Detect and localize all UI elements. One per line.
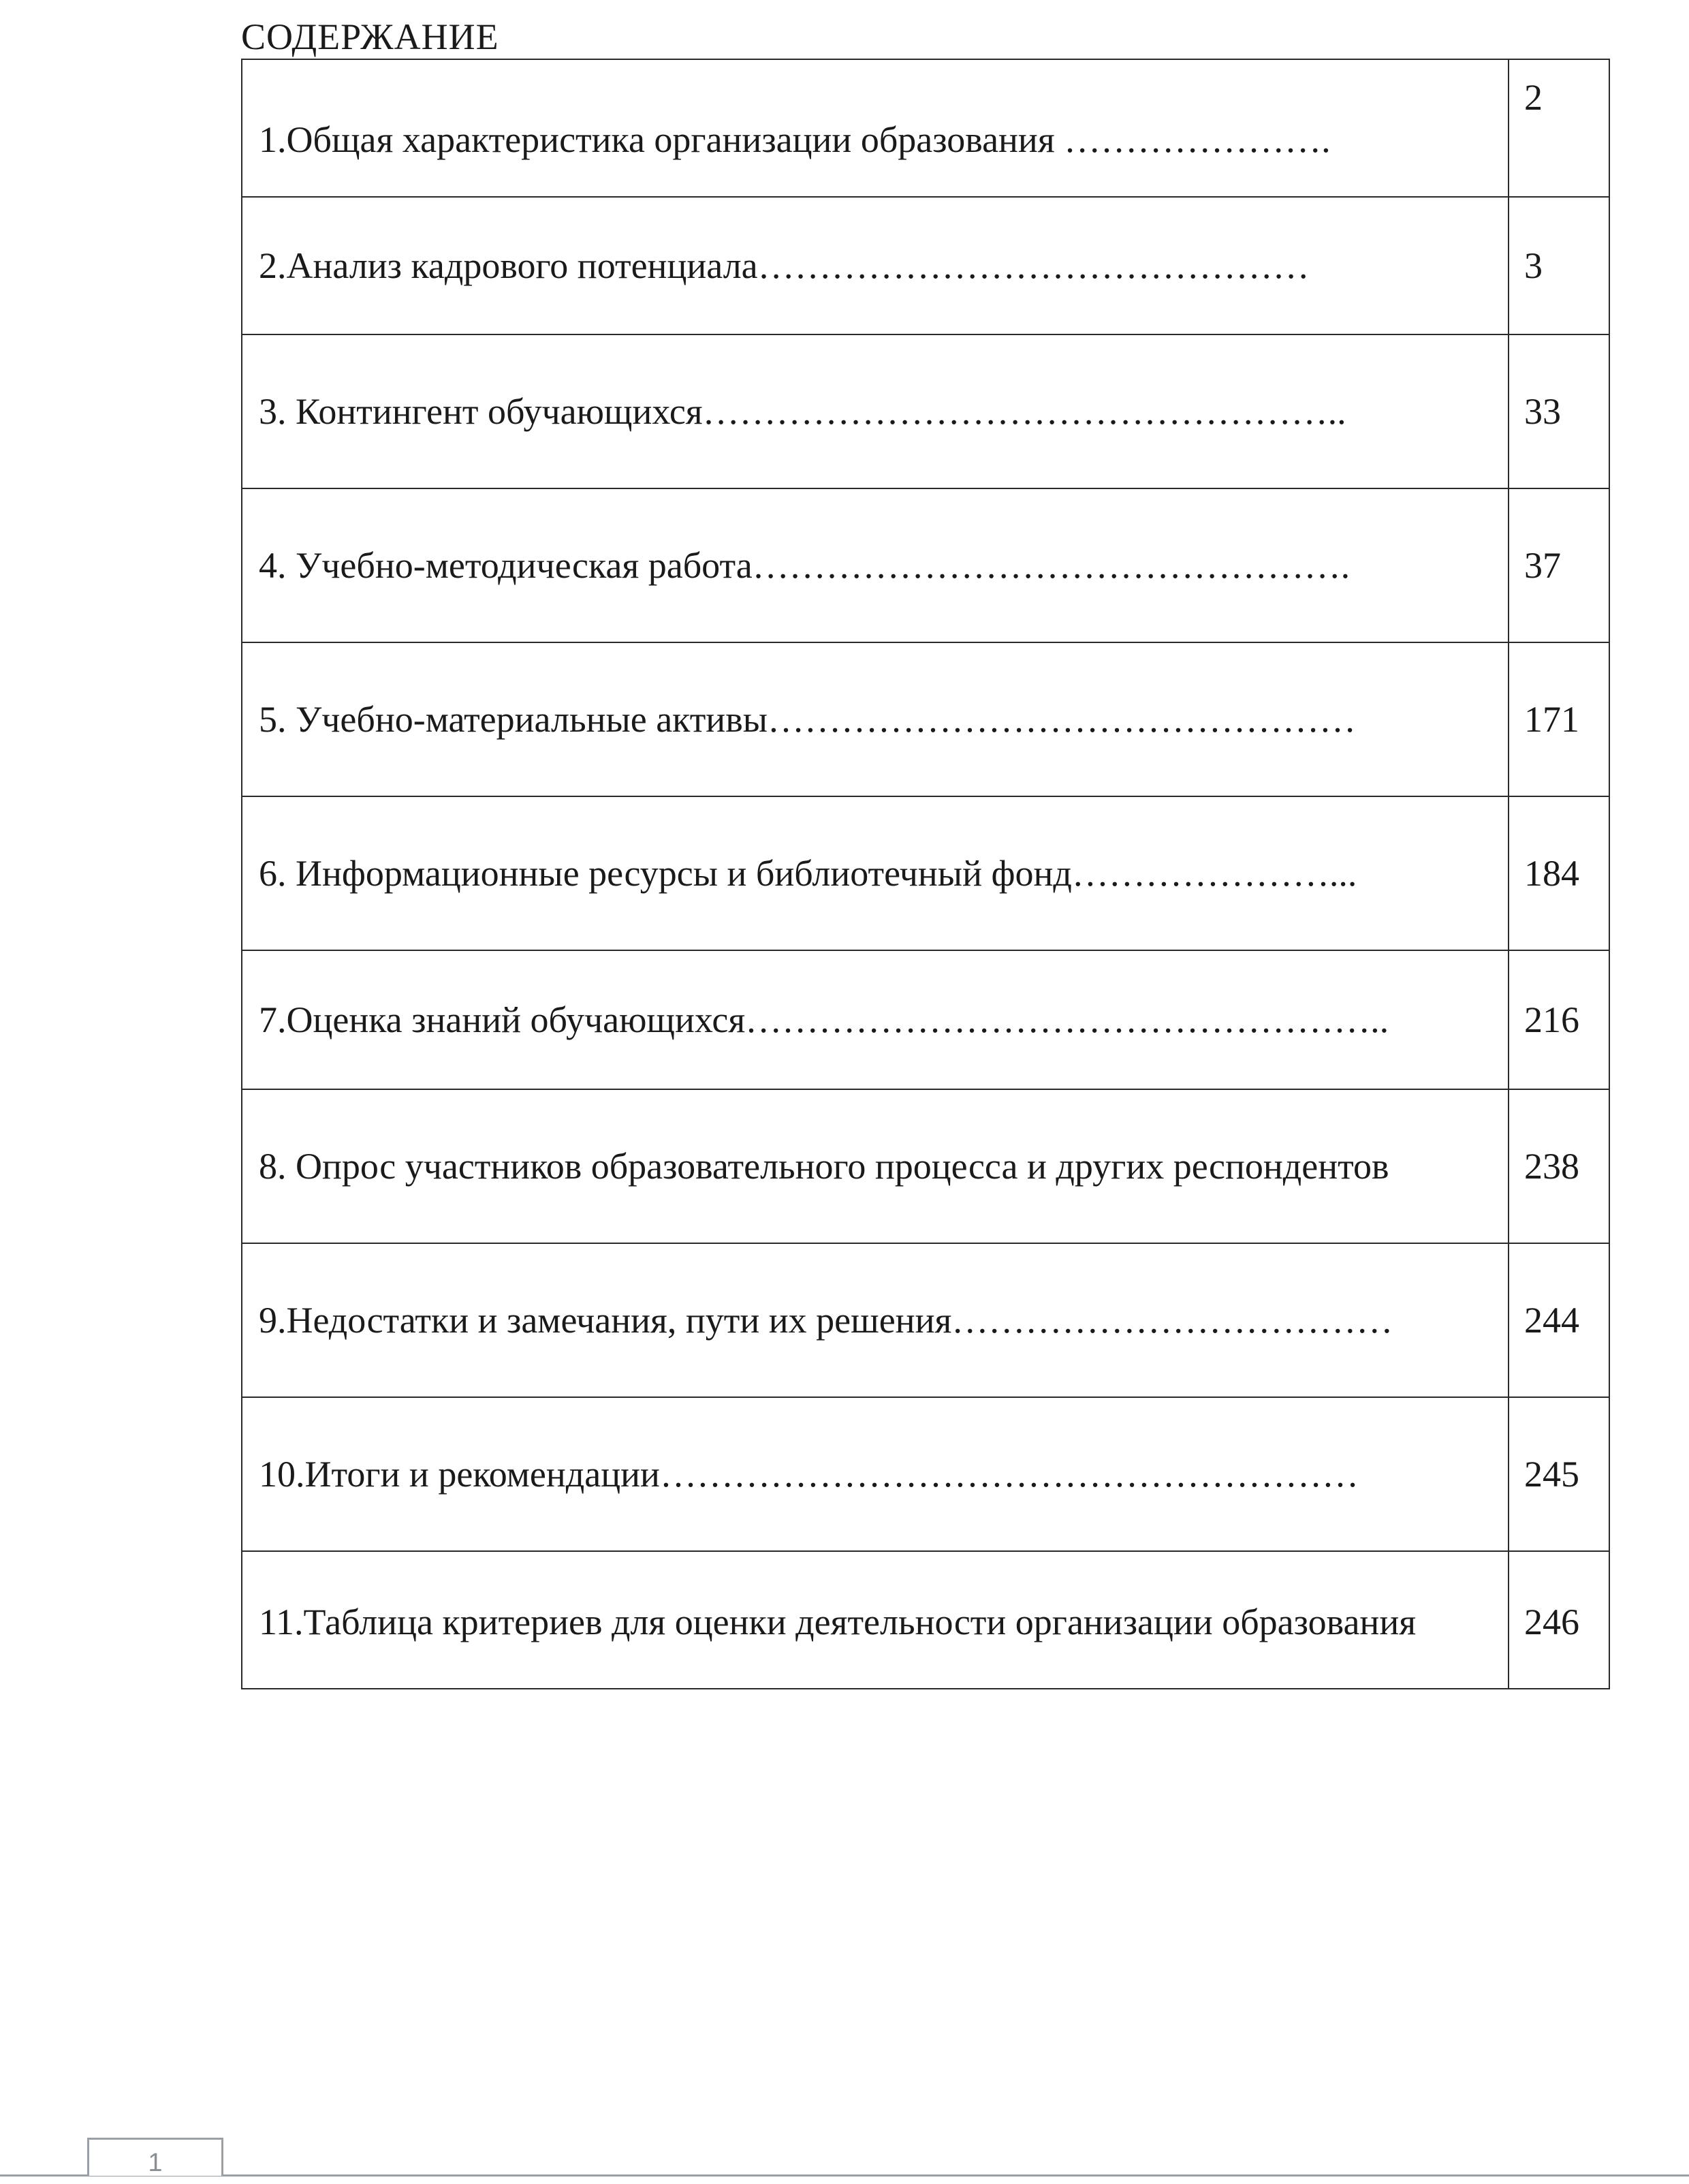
toc-entry-label: 6. Информационные ресурсы и библиотечный фонд…………………... <box>242 796 1509 950</box>
toc-row <box>242 197 1609 334</box>
footer-divider <box>0 2174 1689 2177</box>
toc-row <box>242 334 1609 488</box>
toc-entry-page: 184 <box>1509 796 1609 950</box>
toc-entry-label: 2.Анализ кадрового потенциала……………………………………… <box>242 197 1509 334</box>
toc-entry-page: 244 <box>1509 1243 1609 1397</box>
toc-entry-page: 3 <box>1509 197 1609 334</box>
toc-entry-label: 4. Учебно-методическая работа…………………………………………. <box>242 488 1509 642</box>
page-number: 1 <box>148 2149 163 2177</box>
toc-row <box>242 642 1609 796</box>
toc-row <box>242 796 1609 950</box>
toc-row <box>242 950 1609 1089</box>
toc-entry-page: 216 <box>1509 950 1609 1089</box>
toc-row <box>242 59 1609 197</box>
toc-row <box>242 1397 1609 1551</box>
toc-entry-label: 3. Контингент обучающихся…………………………………………….. <box>242 334 1509 488</box>
toc-entry-page: 33 <box>1509 334 1609 488</box>
toc-entry-page: 2 <box>1509 59 1609 197</box>
table-of-contents <box>241 59 1610 1689</box>
toc-entry-label: 5. Учебно-материальные активы………………………………………… <box>242 642 1509 796</box>
toc-entry-page: 245 <box>1509 1397 1609 1551</box>
toc-entry-label: 10.Итоги и рекомендации………………………………………………… <box>242 1397 1509 1551</box>
toc-entry-label: 8. Опрос участников образовательного процесса и других респондентов <box>242 1089 1509 1243</box>
toc-entry-label: 9.Недостатки и замечания, пути их решения……………………………… <box>242 1243 1509 1397</box>
page-title: СОДЕРЖАНИЕ <box>241 16 499 57</box>
toc-entry-label: 1.Общая характеристика организации образования …………………. <box>242 59 1509 197</box>
toc-row <box>242 1551 1609 1689</box>
toc-entry-page: 238 <box>1509 1089 1609 1243</box>
page-number-tab <box>87 2138 223 2176</box>
toc-row <box>242 1089 1609 1243</box>
toc-entry-label: 7.Оценка знаний обучающихся…………………………………………….. <box>242 950 1509 1089</box>
toc-entry-page: 246 <box>1509 1551 1609 1689</box>
toc-entry-page: 37 <box>1509 488 1609 642</box>
toc-entry-label: 11.Таблица критериев для оценки деятельности организации образования <box>242 1551 1509 1689</box>
toc-row <box>242 488 1609 642</box>
toc-row <box>242 1243 1609 1397</box>
toc-entry-page: 171 <box>1509 642 1609 796</box>
